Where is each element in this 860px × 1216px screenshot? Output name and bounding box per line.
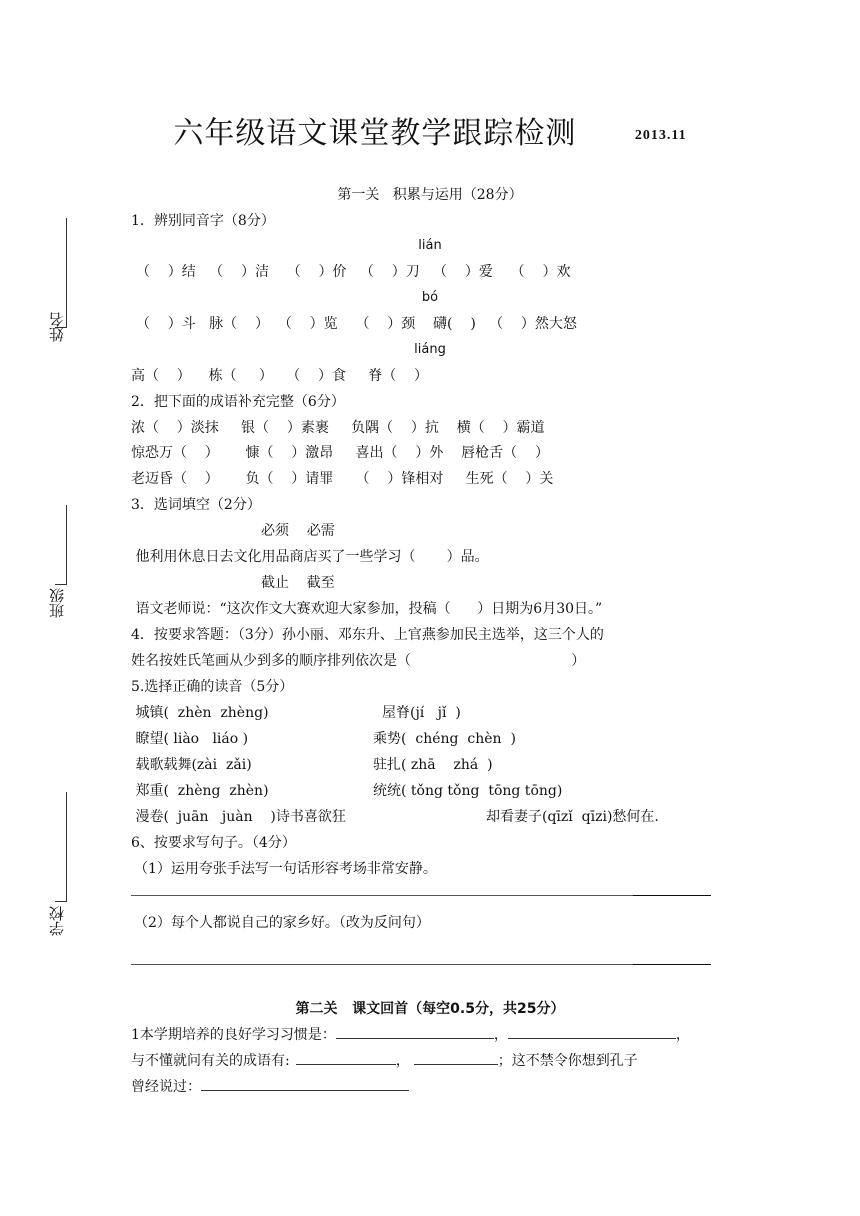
s2-blank-4[interactable]	[414, 1050, 498, 1065]
s2-line-3-text: 曾经说过：	[131, 1079, 201, 1095]
q1-pinyin-1: lián	[418, 238, 442, 253]
q3-sentence-1: 他利用休息日去文化用品商店买了一些学习（ ）品。	[131, 549, 489, 565]
q1-title: 1．辨别同音字（8分）	[131, 213, 275, 229]
s2-blank-3[interactable]	[296, 1050, 396, 1065]
side-label-name: 姓名	[48, 312, 66, 342]
side-line-school	[66, 792, 67, 902]
s2-line-1-comma-2: ，	[675, 1027, 690, 1043]
q5-row-4-right: 统统( tǒng tǒng tōng tōng)	[373, 783, 563, 799]
q2-row-3: 老迈昏（ ） 负（ ）请罪 （ ）锋相对 生死（ ）关	[131, 471, 554, 487]
s2-line-1-text: 1本学期培养的良好学习习惯是：	[131, 1027, 336, 1043]
q5-row-2-right: 乘势( chéng chèn )	[373, 731, 516, 747]
q6-item-1: （1）运用夸张手法写一句话形容考场非常安静。	[134, 861, 437, 877]
s2-line-2-tail: ；这不禁令你想到孔子	[497, 1053, 638, 1069]
q5-row-4-left: 郑重( zhèng zhèn)	[131, 783, 269, 799]
q5-row-2-left: 瞭望( liào liáo )	[131, 731, 249, 747]
s2-line-2-comma: ，	[395, 1053, 410, 1069]
q6-title: 6、按要求写句子。（4分）	[131, 835, 296, 851]
q3-title: 3．选词填空（2分）	[131, 497, 261, 513]
q4-line-1: 4．按要求答题：（3分）孙小丽、邓东升、上官燕参加民主选举，这三个人的	[131, 627, 604, 643]
side-line-class	[66, 505, 67, 585]
section2-heading: 第二关 课文回首（每空0.5分，共25分）	[295, 1001, 565, 1017]
q2-row-2: 惊恐万（ ） 慷（ ）激昂 喜出（ ）外 唇枪舌（ ）	[131, 445, 549, 461]
q5-row-3-left: 载歌载舞(zài zǎi)	[131, 757, 252, 773]
s2-line-2	[131, 1049, 751, 1073]
q5-title: 5.选择正确的读音（5分）	[131, 679, 294, 695]
q6-answer-line-2[interactable]	[131, 964, 711, 965]
title-text: 六年级语文课堂教学跟踪检测	[173, 116, 577, 151]
q3-sentence-2: 语文老师说：“这次作文大赛欢迎大家参加，投稿（ ）日期为6月30日。”	[131, 601, 603, 617]
q6-item-2: （2）每个人都说自己的家乡好。（改为反问句）	[134, 915, 430, 931]
page-title	[0, 108, 860, 152]
s2-line-3	[131, 1075, 741, 1099]
title-date: 2013.11	[634, 128, 687, 143]
side-label-school: 学校	[48, 906, 66, 936]
q4-line-2: 姓名按姓氏笔画从少到多的顺序排列依次是（ ）	[131, 653, 586, 669]
q1-row-1: （ ）结 （ ）洁 （ ）价 （ ）刀 （ ）爱 （ ）欢	[136, 264, 571, 280]
q3-options-1: 必须 必需	[261, 523, 335, 539]
q5-row-3-right: 驻扎( zhā zhá )	[373, 757, 493, 773]
q1-row-2: （ ）斗 脉（ ） （ ）览 （ ）颈 礴( ) （ ）然大怒	[136, 316, 577, 332]
s2-blank-2[interactable]	[508, 1024, 676, 1039]
q6-answer-line-1[interactable]	[131, 895, 711, 896]
q5-row-1-right: 屋脊(jí jǐ )	[382, 705, 461, 721]
side-tick-school	[55, 901, 67, 902]
q5-row-5-right: 却看妻子(qīzǐ qīzi)愁何在.	[486, 809, 659, 825]
s2-line-1-comma: ，	[493, 1027, 508, 1043]
section1-heading: 第一关 积累与运用（28分）	[337, 187, 523, 203]
q2-title: 2．把下面的成语补充完整（6分）	[131, 394, 345, 410]
q1-pinyin-2: bó	[421, 290, 439, 305]
s2-blank-5[interactable]	[201, 1076, 409, 1091]
q5-row-5-left: 漫卷( juān juàn )诗书喜欲狂	[131, 809, 346, 825]
q1-row-3: 高（ ） 栋（ ） （ ）食 脊（ ）	[131, 368, 429, 384]
side-label-class: 班级	[48, 588, 66, 618]
q2-row-1: 浓（ ）淡抹 银（ ）素裹 负隅（ ）抗 横（ ）霸道	[131, 420, 545, 436]
s2-line-1	[131, 1023, 751, 1047]
q1-pinyin-3: liáng	[414, 342, 446, 357]
s2-blank-1[interactable]	[336, 1024, 494, 1039]
s2-line-2-text: 与不懂就问有关的成语有:	[131, 1053, 290, 1069]
q5-row-1-left: 城镇( zhèn zhèng)	[131, 705, 269, 721]
q3-options-2: 截止 截至	[261, 575, 335, 591]
side-tick-class	[55, 584, 67, 585]
